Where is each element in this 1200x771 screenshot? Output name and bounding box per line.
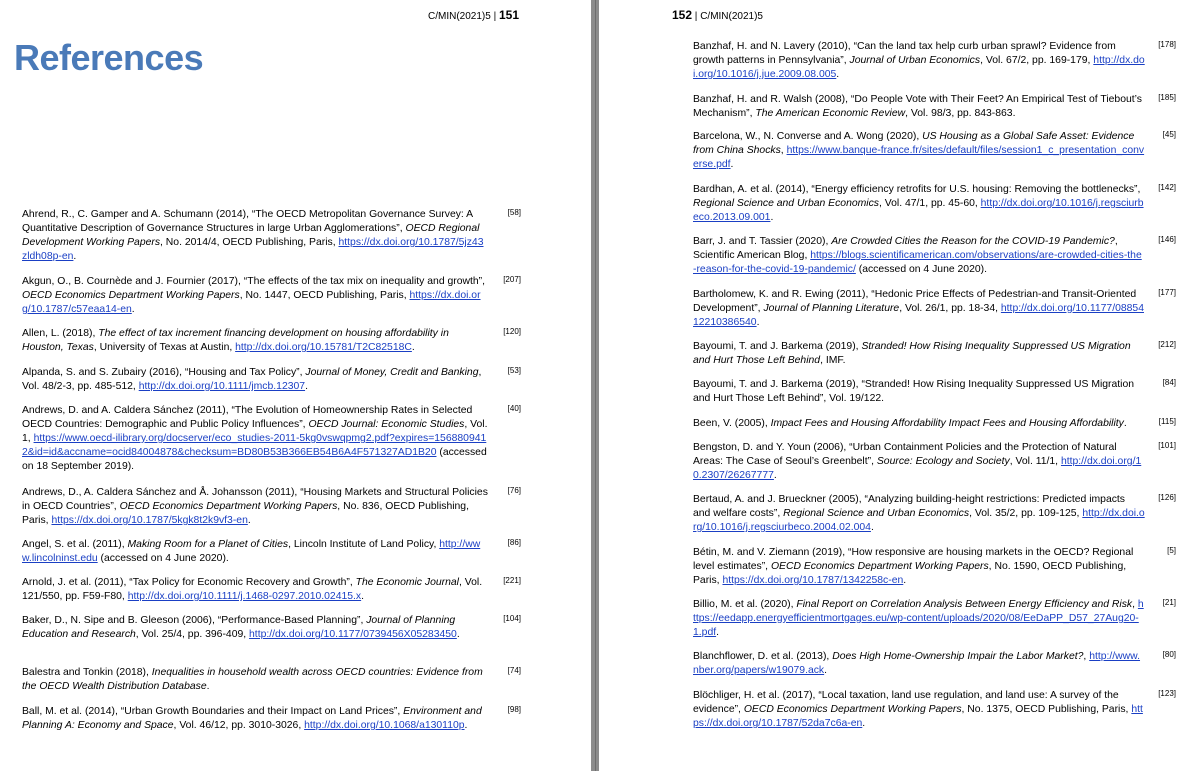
reference-tag: [58]	[507, 208, 521, 217]
reference-entry	[693, 546, 1145, 588]
reference-suffix: .	[836, 69, 840, 80]
left-page-number: 151	[498, 8, 519, 22]
reference-details: , Vol. 46/12, pp. 3010-3026,	[173, 720, 305, 731]
reference-suffix: .	[730, 159, 734, 170]
reference-suffix: .	[131, 304, 135, 315]
reference-details: , Vol. 35/2, pp. 109-125,	[969, 508, 1083, 519]
reference-link[interactable]: http://dx.doi.org/10.1177/0739456X05283450	[249, 629, 457, 640]
reference-suffix: (accessed on 4 June 2020).	[97, 553, 229, 564]
reference-source: Environment and Planning A: Economy and Space	[22, 706, 482, 731]
reference-link[interactable]: https://www.oecd-ilibrary.org/docserver/eco_studies-2011-5kg0vswqpmg2.pdf?expires=1568809412&id=id&accname=ocid84004878&checksum=BD80B53B366EB54B6A4F571327AD1B20	[22, 433, 487, 458]
reference-source: OECD Economics Department Working Papers	[743, 704, 962, 715]
reference-link[interactable]: https://eedapp.energyefficientmortgages.eu/wp-content/uploads/2020/08/EeDaPP_D57_27Aug20-1.pdf	[693, 599, 1144, 638]
reference-text: Billio, M. et al. (2020),	[693, 599, 797, 610]
reference-source: The American Economic Review	[755, 108, 906, 119]
reference-details: .	[206, 681, 210, 692]
reference-text: Bertaud, A. and J. Brueckner (2005), “Analyzing building-height restrictions: Predicted impacts and welfare costs”,	[693, 494, 1126, 519]
reference-link[interactable]: https://dx.doi.org/10.1787/c57eaa14-en	[22, 290, 481, 315]
reference-suffix: .	[824, 665, 828, 676]
reference-entry	[22, 614, 488, 642]
reference-suffix: .	[305, 381, 308, 392]
reference-entry	[693, 130, 1145, 172]
reference-text: Ball, M. et al. (2014), “Urban Growth Boundaries and their Impact on Land Prices”,	[22, 706, 404, 717]
reference-text: Banzhaf, H. and N. Lavery (2010), “Can the land tax help curb urban sprawl? Evidence from growth patterns in Pennsylvania”,	[693, 41, 1116, 66]
reference-link[interactable]: https://dx.doi.org/10.1787/1342258c-en	[722, 575, 904, 586]
reference-source: OECD Journal: Economic Studies	[308, 419, 465, 430]
reference-suffix: .	[73, 251, 77, 262]
reference-tag: [76]	[507, 486, 521, 495]
reference-details: , Vol. 48/2-3, pp. 485-512,	[22, 367, 482, 392]
reference-entry	[693, 650, 1145, 678]
reference-entry	[22, 327, 488, 355]
reference-entry	[22, 576, 488, 604]
reference-entry	[22, 208, 488, 264]
reference-text: Angel, S. et al. (2011),	[22, 539, 128, 550]
reference-tag: [86]	[507, 538, 521, 547]
reference-suffix: .	[456, 629, 460, 640]
reference-details: ,	[1132, 599, 1138, 610]
reference-suffix: .	[770, 212, 774, 223]
reference-text: Bayoumi, T. and J. Barkema (2019),	[693, 341, 862, 352]
reference-tag: [5]	[1167, 546, 1176, 555]
reference-entry	[693, 40, 1145, 82]
reference-entry	[693, 288, 1145, 330]
reference-tag: [177]	[1158, 288, 1176, 297]
reference-details: , No. 1375, OECD Publishing, Paris,	[961, 704, 1132, 715]
reference-text: Allen, L. (2018),	[22, 328, 99, 339]
reference-suffix: .	[716, 627, 720, 638]
reference-tag: [185]	[1158, 93, 1176, 102]
reference-entry	[693, 598, 1145, 640]
reference-link[interactable]: http://dx.doi.org/10.1016/j.jue.2009.08.005	[693, 55, 1145, 80]
reference-details: ,	[780, 145, 787, 156]
reference-text: Arnold, J. et al. (2011), “Tax Policy for Economic Recovery and Growth”,	[22, 577, 356, 588]
reference-tag: [115]	[1158, 417, 1176, 426]
reference-source: OECD Economics Department Working Papers	[22, 290, 240, 301]
reference-entry	[22, 275, 488, 317]
reference-suffix: (accessed on 4 June 2020).	[855, 264, 987, 275]
reference-link[interactable]: http://dx.doi.org/10.1111/j.1468-0297.2010.02415.x	[127, 591, 362, 602]
reference-entry	[693, 93, 1145, 121]
reference-tag: [142]	[1158, 183, 1176, 192]
reference-link[interactable]: https://www.banque-france.fr/sites/default/files/session1_c_presentation_converse.pdf	[693, 145, 1145, 170]
reference-entry	[22, 486, 488, 528]
reference-text: Banzhaf, H. and R. Walsh (2008), “Do People Vote with Their Feet? An Empirical Test of Tiebout’s Mechanism”,	[693, 94, 1142, 119]
reference-text: Barr, J. and T. Tassier (2020),	[693, 236, 832, 247]
reference-details: , No. 1590, OECD Publishing, Paris,	[693, 561, 1127, 586]
left-page	[0, 0, 591, 771]
reference-suffix: .	[862, 718, 866, 729]
reference-details: , No. 1447, OECD Publishing, Paris,	[239, 290, 410, 301]
reference-details: ,	[1083, 651, 1090, 662]
reference-text: Ahrend, R., C. Gamper and A. Schumann (2014), “The OECD Metropolitan Governance Survey: A Quantitative Description of Governance Structures in large Urban Agglomerations”,	[22, 209, 473, 234]
reference-source: Journal of Planning Literature	[763, 303, 900, 314]
reference-link[interactable]: http://dx.doi.org/10.1016/j.regsciurbeco.2013.09.001	[693, 198, 1144, 223]
section-title: References	[14, 37, 204, 78]
reference-source: The Economic Journal	[355, 577, 459, 588]
page-divider	[595, 0, 596, 771]
reference-source: Source: Ecology and Society	[876, 456, 1010, 467]
right-doc-code: C/MIN(2021)5	[700, 11, 763, 22]
reference-source: Journal of Planning Education and Research	[22, 615, 456, 640]
reference-source: Making Room for a Planet of Cities	[127, 539, 289, 550]
reference-entry	[693, 417, 1145, 431]
reference-tag: [221]	[503, 576, 521, 585]
left-doc-code: C/MIN(2021)5	[428, 11, 491, 22]
right-page-number: 152	[672, 8, 693, 22]
reference-link[interactable]: http://www.nber.org/papers/w19079.ack	[693, 651, 1141, 676]
reference-source: US Housing as a Global Safe Asset: Evidence from China Shocks	[693, 131, 1135, 156]
reference-tag: [146]	[1158, 235, 1176, 244]
reference-link[interactable]: http://dx.doi.org/10.1177/0885412210386540	[693, 303, 1144, 328]
reference-details: .	[1123, 418, 1127, 429]
reference-text: Been, V. (2005),	[693, 418, 771, 429]
reference-suffix: .	[870, 522, 874, 533]
reference-details: , Lincoln Institute of Land Policy,	[288, 539, 440, 550]
reference-text: Blöchliger, H. et al. (2017), “Local taxation, land use regulation, and land use: A survey of the evidence”,	[693, 690, 1119, 715]
reference-source: Journal of Money, Credit and Banking	[305, 367, 479, 378]
reference-text: Bardhan, A. et al. (2014), “Energy efficiency retrofits for U.S. housing: Removing the bottlenecks”,	[693, 184, 1141, 195]
left-header-separator: |	[490, 11, 499, 22]
reference-tag: [212]	[1158, 340, 1176, 349]
reference-entry	[693, 378, 1145, 406]
reference-entry	[693, 689, 1145, 731]
reference-text: Andrews, D. and A. Caldera Sánchez (2011), “The Evolution of Homeownership Rates in Selected OECD Countries: Demographic and Public Policy Influences”,	[22, 405, 473, 430]
reference-details: , University of Texas at Austin,	[93, 342, 236, 353]
reference-link[interactable]: http://dx.doi.org/10.1068/a130110p	[304, 720, 465, 731]
reference-link[interactable]: http://dx.doi.org/10.1111/jmcb.12307	[138, 381, 306, 392]
reference-source: The effect of tax increment financing development on housing affordability in Houston, Texas	[22, 328, 449, 353]
reference-tag: [40]	[507, 404, 521, 413]
reference-details: , Vol. 121/550, pp. F59-F80,	[22, 577, 483, 602]
reference-source: Regional Science and Urban Economics	[693, 198, 879, 209]
reference-entry	[693, 493, 1145, 535]
reference-text: Bétin, M. and V. Ziemann (2019), “How responsive are housing markets in the OECD? Regional level estimates”,	[693, 547, 1134, 572]
reference-suffix: .	[361, 591, 365, 602]
reference-entry	[693, 441, 1145, 483]
reference-entry	[22, 666, 488, 694]
reference-link[interactable]: https://dx.doi.org/10.1787/5kgk8t2k9vf3-en	[51, 515, 248, 526]
reference-link[interactable]: http://dx.doi.org/10.15781/T2C82518C	[235, 342, 412, 353]
reference-entry	[693, 235, 1145, 277]
reference-link[interactable]: https://blogs.scientificamerican.com/observations/are-crowded-cities-the-reason-for-the-covid-19-pandemic/	[693, 250, 1142, 275]
reference-tag: [120]	[503, 327, 521, 336]
reference-link[interactable]: http://dx.doi.org/10.2307/26267777	[693, 456, 1142, 481]
reference-source: Stranded! How Rising Inequality Suppressed US Migration and Hurt Those Left Behind	[693, 341, 1131, 366]
reference-source: Are Crowded Cities the Reason for the COVID-19 Pandemic?	[831, 236, 1115, 247]
reference-entry	[693, 340, 1145, 368]
reference-source: Regional Science and Urban Economics	[783, 508, 970, 519]
reference-text: Alpanda, S. and S. Zubairy (2016), “Housing and Tax Policy”,	[22, 367, 306, 378]
reference-text: Baker, D., N. Sipe and B. Gleeson (2006), “Performance-Based Planning”,	[22, 615, 367, 626]
reference-link[interactable]: http://dx.doi.org/10.1016/j.regsciurbeco.2004.02.004	[693, 508, 1145, 533]
reference-text: Balestra and Tonkin (2018),	[22, 667, 152, 678]
reference-source: Final Report on Correlation Analysis Between Energy Efficiency and Risk	[796, 599, 1133, 610]
reference-details: , No. 2014/4, OECD Publishing, Paris,	[160, 237, 339, 248]
reference-tag: [178]	[1158, 40, 1176, 49]
reference-details: , Vol. 47/1, pp. 45-60,	[878, 198, 981, 209]
reference-tag: [74]	[507, 666, 521, 675]
reference-suffix: (accessed on 18 September 2019).	[22, 447, 487, 472]
reference-text: Blanchflower, D. et al. (2013),	[693, 651, 833, 662]
reference-text: Barcelona, W., N. Converse and A. Wong (2020),	[693, 131, 923, 142]
reference-tag: [123]	[1158, 689, 1176, 698]
reference-suffix: .	[464, 720, 468, 731]
reference-source: OECD Economics Department Working Papers	[119, 501, 338, 512]
reference-entry	[22, 404, 488, 474]
reference-entry	[22, 538, 488, 566]
reference-details: , IMF.	[820, 355, 846, 366]
reference-tag: [98]	[507, 705, 521, 714]
reference-details: , Vol. 98/3, pp. 843-863.	[905, 108, 1016, 119]
reference-details: , No. 836, OECD Publishing, Paris,	[22, 501, 469, 526]
reference-tag: [45]	[1162, 130, 1176, 139]
reference-tag: [104]	[503, 614, 521, 623]
reference-entry	[22, 705, 488, 733]
reference-entry	[693, 183, 1145, 225]
reference-source: Impact Fees and Housing Affordability Impact Fees and Housing Affordability	[770, 418, 1124, 429]
reference-link[interactable]: https://dx.doi.org/10.1787/52da7c6a-en	[693, 704, 1143, 729]
reference-tag: [53]	[507, 366, 521, 375]
reference-suffix: .	[247, 515, 251, 526]
reference-details: , Vol. 1,	[22, 419, 488, 444]
reference-tag: [84]	[1162, 378, 1176, 387]
reference-source: Inequalities in household wealth across OECD countries: Evidence from the OECD Wealth Distribution Database	[22, 667, 483, 692]
reference-suffix: .	[903, 575, 907, 586]
reference-text: Akgun, O., B. Cournède and J. Fournier (2017), “The effects of the tax mix on inequality and growth”,	[22, 276, 486, 287]
reference-details: , Scientific American Blog,	[693, 236, 1118, 261]
reference-tag: [101]	[1158, 441, 1176, 450]
reference-suffix: .	[756, 317, 760, 328]
reference-text: Bayoumi, T. and J. Barkema (2019), “Stranded! How Rising Inequality Suppressed US Migration and Hurt Those Left Behind”, Vol. 19/122.	[693, 379, 1135, 404]
reference-source: OECD Regional Development Working Papers	[22, 223, 480, 248]
reference-tag: [207]	[503, 275, 521, 284]
reference-link[interactable]: https://dx.doi.org/10.1787/5jz43zldh08p-en	[22, 237, 484, 262]
reference-details: , Vol. 67/2, pp. 169-179,	[980, 55, 1094, 66]
reference-link[interactable]: http://www.lincolninst.edu	[22, 539, 481, 564]
reference-details: , Vol. 11/1,	[1009, 456, 1061, 467]
reference-text: Andrews, D., A. Caldera Sánchez and Å. Johansson (2011), “Housing Markets and Structural Policies in OECD Countries”,	[22, 487, 488, 512]
right-running-header	[672, 8, 763, 22]
reference-source: OECD Economics Department Working Papers	[770, 561, 989, 572]
reference-entry	[22, 366, 488, 394]
reference-suffix: .	[773, 470, 777, 481]
reference-source: Journal of Urban Economics	[849, 55, 981, 66]
reference-tag: [126]	[1158, 493, 1176, 502]
reference-text: Bengston, D. and Y. Youn (2006), “Urban Containment Policies and the Protection of Natural Areas: The Case of Seoul’s Greenbelt”,	[693, 442, 1117, 467]
reference-tag: [80]	[1162, 650, 1176, 659]
reference-source: Does High Home-Ownership Impair the Labor Market?	[832, 651, 1084, 662]
reference-details: , Vol. 25/4, pp. 396-409,	[135, 629, 250, 640]
reference-text: Bartholomew, K. and R. Ewing (2011), “Hedonic Price Effects of Pedestrian-and Transit-Oriented Development”,	[693, 289, 1137, 314]
right-page	[599, 0, 1200, 771]
left-running-header	[428, 8, 519, 22]
reference-tag: [21]	[1162, 598, 1176, 607]
right-header-separator: |	[692, 11, 701, 22]
reference-details: , Vol. 26/1, pp. 18-34,	[899, 303, 1001, 314]
reference-suffix: .	[411, 342, 415, 353]
